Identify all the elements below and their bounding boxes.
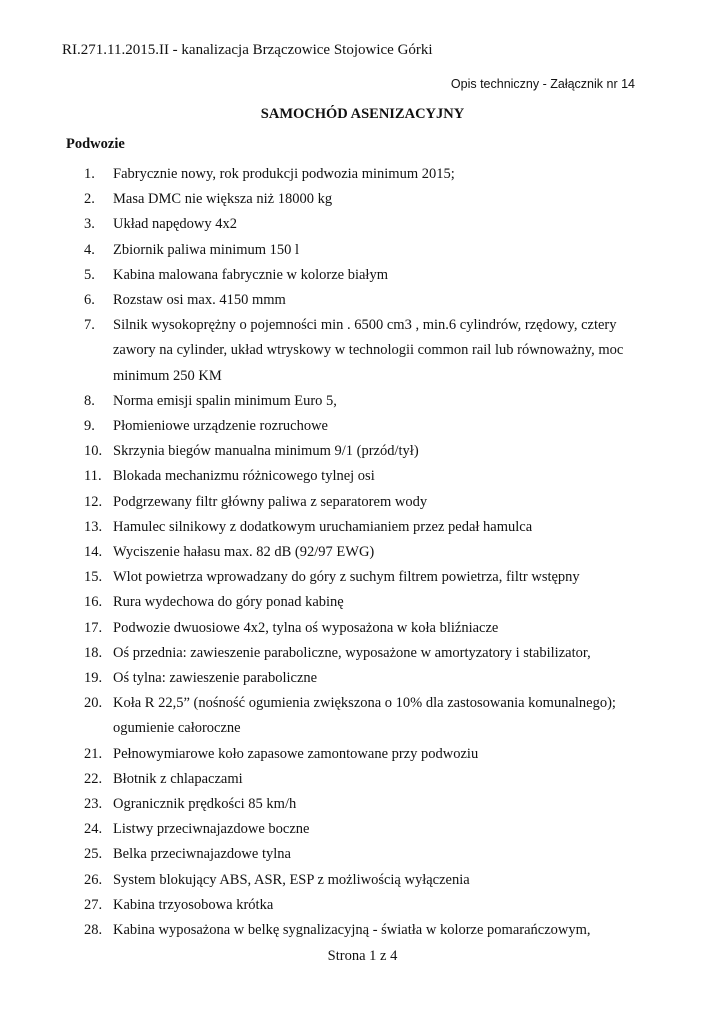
list-item [66, 414, 646, 439]
list-item [66, 918, 646, 943]
list-item-text: Kabina wyposażona w belkę sygnalizacyjną - światła w kolorze pomarańczowym, [113, 922, 591, 939]
list-item [66, 464, 646, 489]
list-item [66, 263, 646, 288]
list-item [66, 490, 646, 515]
list-item-text: Kabina malowana fabrycznie w kolorze białym [113, 266, 388, 283]
list-item-text: Podwozie dwuosiowe 4x2, tylna oś wyposażona w koła bliźniacze [113, 619, 499, 636]
list-item-number: 13. [84, 518, 103, 535]
list-item-text: Belka przeciwnajazdowe tylna [113, 846, 291, 863]
list-item-text: Silnik wysokoprężny o pojemności min . 6500 cm3 , min.6 cylindrów, rzędowy, cztery zawory na cylinder, układ wtryskowy w technologii common rail lub równoważny, moc minimum 250 KM [113, 317, 624, 384]
page-number: Strona 1 z 4 [327, 948, 398, 964]
document-title: SAMOCHÓD ASENIZACYJNY [260, 106, 465, 122]
list-item-number: 5. [84, 266, 95, 283]
list-item-text: Pełnowymiarowe koło zapasowe zamontowane przy podwoziu [113, 745, 479, 762]
list-item-number: 11. [84, 468, 102, 485]
list-item-text: Masa DMC nie większa niż 18000 kg [113, 191, 333, 208]
list-item-text: Rura wydechowa do góry ponad kabinę [113, 594, 344, 611]
list-item-number: 1. [84, 166, 95, 182]
list-item [66, 540, 646, 565]
list-item-number: 28. [84, 922, 103, 939]
list-item-number: 26. [84, 871, 103, 888]
list-item-number: 9. [84, 418, 95, 435]
list-item [66, 868, 646, 893]
list-item [66, 238, 646, 263]
list-item [66, 288, 646, 313]
list-item-number: 23. [84, 796, 103, 813]
list-item-number: 15. [84, 569, 103, 586]
list-item-number: 18. [84, 644, 103, 661]
list-item [66, 590, 646, 615]
list-item-number: 19. [84, 670, 103, 687]
list-item-text: Skrzynia biegów manualna minimum 9/1 (przód/tył) [113, 443, 419, 460]
list-item [66, 691, 646, 741]
list-item-number: 25. [84, 846, 103, 863]
list-item-text: Hamulec silnikowy z dodatkowym uruchamianiem przez pedał hamulca [113, 518, 533, 535]
list-item-text: Wyciszenie hałasu max. 82 dB (92/97 EWG) [113, 544, 375, 561]
section-title: Podwozie [66, 136, 125, 152]
list-item [66, 565, 646, 590]
list-item-number: 7. [84, 317, 95, 334]
list-item [66, 616, 646, 641]
list-item [66, 389, 646, 414]
list-item-text: System blokujący ABS, ASR, ESP z możliwością wyłączenia [113, 871, 470, 888]
list-item-number: 12. [84, 493, 103, 510]
list-item [66, 187, 646, 212]
list-item [66, 767, 646, 792]
list-item-number: 24. [84, 821, 103, 838]
list-item-number: 20. [84, 695, 103, 712]
list-item [66, 817, 646, 842]
list-item-text: Błotnik z chlapaczami [113, 770, 243, 787]
list-item [66, 313, 646, 389]
attachment-label: Opis techniczny - Załącznik nr 14 [450, 77, 635, 91]
list-item-text: Układ napędowy 4x2 [113, 216, 238, 233]
list-item [66, 666, 646, 691]
list-item-number: 14. [84, 544, 103, 561]
list-item-number: 17. [84, 619, 103, 636]
list-item-text: Wlot powietrza wprowadzany do góry z suchym filtrem powietrza, filtr wstępny [113, 569, 580, 586]
list-item-number: 3. [84, 216, 95, 233]
list-item-text: Płomieniowe urządzenie rozruchowe [113, 418, 328, 435]
list-item [66, 515, 646, 540]
list-item-number: 4. [84, 241, 95, 258]
document-reference: RI.271.11.2015.II - kanalizacja Brzączowice Stojowice Górki [62, 42, 433, 58]
list-item-text: Podgrzewany filtr główny paliwa z separatorem wody [113, 493, 428, 510]
list-item-number: 6. [84, 292, 95, 309]
list-item-number: 16. [84, 594, 103, 611]
specification-list [66, 162, 646, 943]
list-item [66, 162, 646, 187]
list-item-text: Zbiornik paliwa minimum 150 l [113, 241, 300, 258]
list-item-number: 22. [84, 770, 103, 787]
list-item [66, 212, 646, 237]
list-item-text: Oś przednia: zawieszenie paraboliczne, wyposażone w amortyzatory i stabilizator, [113, 644, 591, 661]
list-item-text: Blokada mechanizmu różnicowego tylnej osi [113, 468, 375, 485]
list-item-text: Ogranicznik prędkości 85 km/h [113, 796, 297, 813]
list-item-number: 21. [84, 745, 103, 762]
list-item-text: Koła R 22,5” (nośność ogumienia zwiększona o 10% dla zastosowania komunalnego); ogumienie całoroczne [113, 695, 616, 737]
list-item [66, 641, 646, 666]
list-item [66, 893, 646, 918]
list-item-number: 2. [84, 191, 95, 208]
list-item-text: Fabrycznie nowy, rok produkcji podwozia minimum 2015; [113, 166, 455, 182]
list-item-text: Listwy przeciwnajazdowe boczne [113, 821, 310, 838]
list-item-text: Kabina trzyosobowa krótka [113, 896, 274, 913]
list-item-text: Oś tylna: zawieszenie paraboliczne [113, 670, 318, 687]
list-item [66, 439, 646, 464]
list-item-number: 27. [84, 896, 103, 913]
list-item-text: Rozstaw osi max. 4150 mmm [113, 292, 286, 309]
list-item [66, 842, 646, 867]
list-item-text: Norma emisji spalin minimum Euro 5, [113, 392, 337, 409]
list-item-number: 8. [84, 392, 95, 409]
list-item-number: 10. [84, 443, 103, 460]
list-item [66, 742, 646, 767]
list-item [66, 792, 646, 817]
